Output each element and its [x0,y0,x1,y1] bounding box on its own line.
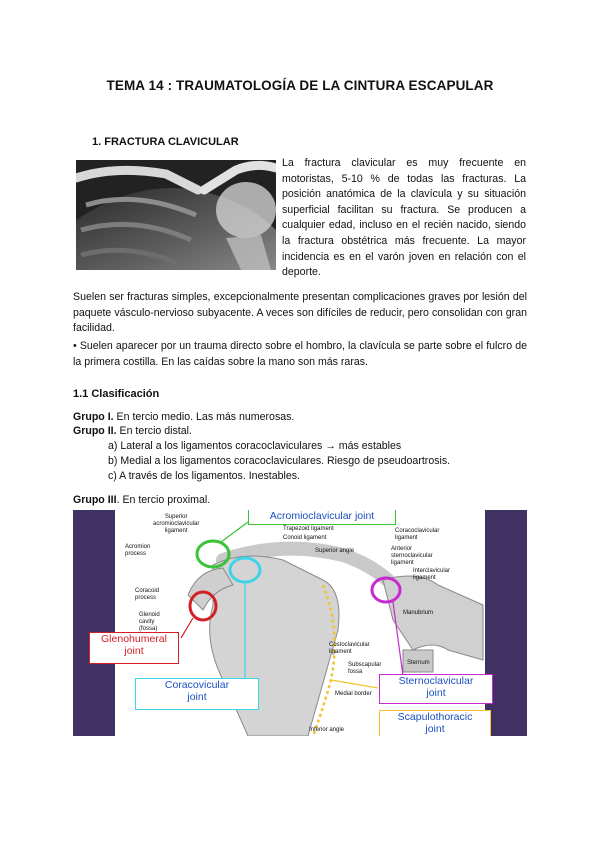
coracovicular-line2: joint [187,691,207,703]
section-heading-clasificacion: 1.1 Clasificación [73,388,160,400]
xray-illustration [76,160,276,270]
label-trapezoid: Trapezoid ligament [283,526,334,532]
label-inferior-angle: Inferior angle [309,727,345,733]
shoulder-joints-diagram [73,510,527,736]
sternoclavicular-joint-box [379,674,493,704]
label-conoid: Conoid ligament [283,535,327,541]
grupo-2b: b) Medial a los ligamentos coracoclaviculares. Riesgo de pseudoartrosis. [108,455,451,467]
grupo-3-line [73,493,210,508]
grupo-2-line [73,424,192,439]
label-costoclavicular: Costoclavicular ligament [329,642,370,655]
grupo-1-line [73,410,294,425]
grupo-3-label: Grupo III [73,494,117,506]
grupo-3-text: . En tercio proximal. [116,494,211,506]
label-manubrium: Manubrium [403,610,434,616]
glenohumeral-line1: Glenohumeral [101,633,167,645]
label-subscapular: Subscapular fossa [348,662,382,675]
sternoclavicular-line1: Sternoclavicular [398,675,474,687]
coracovicular-line1: Coracovicular [164,679,230,691]
intro-paragraph: La fractura clavicular es muy frecuente en motoristas, 5-10 % de todas las fracturas. La posición anatómica de la clavícula y su situación superficial facilitan su fractura. Se producen a cualquier edad, incluso en el recién nacido, siendo la fractura obstétrica más frecuente. La mayor incidencia es en el varón joven en relación con el deporte. [282,157,526,279]
label-superior-angle: Superior angle [315,548,355,554]
xray-image [76,160,276,270]
acromioclavicular-joint-box: Acromioclavicular joint [248,510,396,525]
grupo-2a: a) Lateral a los ligamentos coracoclaviculares → más estables [108,440,402,452]
label-superior-acromioclavicular: Superior acromioclavicular ligament [153,514,200,534]
label-coracoclavicular: Coracoclavicular ligament [395,528,440,541]
grupo-2-label: Grupo II. [73,425,117,437]
coracovicular-joint-box [135,678,259,710]
label-anterior-sternoclavicular: Anterior sternoclavicular ligament [391,546,433,566]
grupo-2c: c) A través de los ligamentos. Inestables. [108,470,300,482]
scapulothoracic-line1: Scapulothoracic [397,711,473,723]
paragraph-complications: Suelen ser fracturas simples, excepcionalmente presentan complicaciones graves por lesión del paquete vásculo-nervioso subyacente. A veces son difíciles de reducir, pero consolidan con gran facilidad. [73,291,527,335]
paragraph-mechanism: • Suelen aparecer por un trauma directo sobre el hombro, la clavícula se parte sobre el fulcro de la primera costilla. En las caídas sobre la mano son más raras. [73,340,527,368]
grupo-1-text: En tercio medio. Las más numerosas. [113,411,295,423]
grupo-1-label: Grupo I. [73,411,114,423]
grupo-2-text: En tercio distal. [116,425,192,437]
scapulothoracic-joint-box [379,710,491,736]
scapulothoracic-line2: joint [425,723,445,735]
glenohumeral-joint-box [89,632,179,664]
label-acromion: Acromion process [125,544,151,557]
label-coracoid: Coracoid process [135,588,160,601]
label-glenoid: Glenoid cavity (fossa) [139,612,160,632]
label-medial-border: Medial border [335,691,372,697]
section-heading-fractura: 1. FRACTURA CLAVICULAR [92,136,239,148]
sternoclavicular-line2: joint [426,687,446,699]
page-title: TEMA 14 : TRAUMATOLOGÍA DE LA CINTURA ESCAPULAR [106,78,494,93]
label-interclavicular: Interclavicular ligament [413,568,451,581]
glenohumeral-line2: joint [124,645,144,657]
label-sternum: Sternum [407,660,430,666]
